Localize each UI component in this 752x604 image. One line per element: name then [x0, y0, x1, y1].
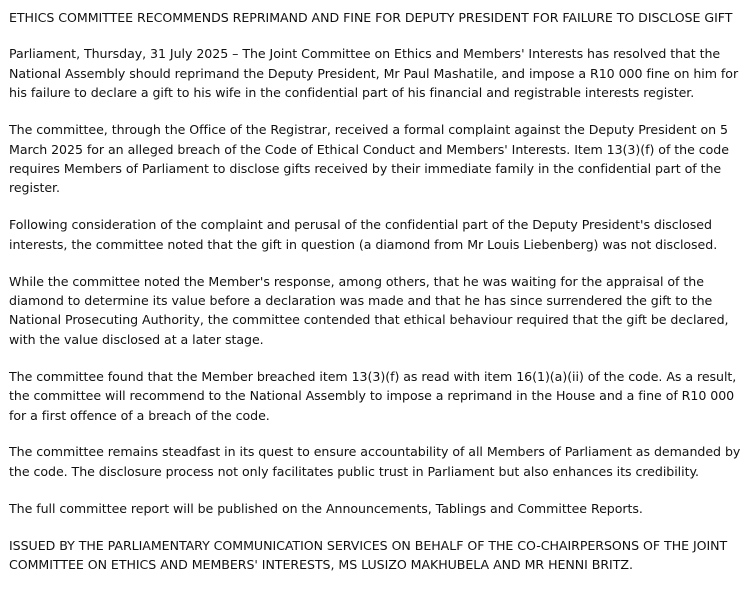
paragraph-report: The full committee report will be published on the Announcements, Tablings and Committee Reports. — [9, 500, 643, 516]
paragraph-finding: The committee found that the Member breached item 13(3)(f) as read with item 16(1)(a)(ii) of the code. As a result, the committee will recommend to the National Assembly to impose a reprimand in the House and a fine of R10 000 for a first offence of a breach of the code. — [9, 368, 737, 423]
paragraph-intro: Parliament, Thursday, 31 July 2025 – The Joint Committee on Ethics and Members' Interests has resolved that the National Assembly should reprimand the Deputy President, Mr Paul Mashatile, and impose a R10 000 fine on him for his failure to declare a gift to his wife in the confidential part of his financial and registrable interests register. — [9, 46, 739, 101]
paragraph-accountability: The committee remains steadfast in its quest to ensure accountability of all Members of Parliament as demanded by the code. The disclosure process not only facilitates public trust in Parliament but also enhances its credibility. — [9, 444, 741, 479]
press-release-title: ETHICS COMMITTEE RECOMMENDS REPRIMAND AND FINE FOR DEPUTY PRESIDENT FOR FAILURE TO DISCLOSE GIFT — [9, 10, 733, 25]
issued-by-statement: ISSUED BY THE PARLIAMENTARY COMMUNICATION SERVICES ON BEHALF OF THE CO-CHAIRPERSONS OF THE JOINT COMMITTEE ON ETHICS AND MEMBERS' INTERESTS, MS LUSIZO MAKHUBELA AND MR HENNI BRITZ. — [9, 537, 728, 573]
paragraph-consideration: Following consideration of the complaint and perusal of the confidential part of the Deputy President's disclosed interests, the committee noted that the gift in question (a diamond from Mr Louis Liebenberg) was not disclosed. — [9, 217, 718, 252]
paragraph-complaint: The committee, through the Office of the Registrar, received a formal complaint against the Deputy President on 5 March 2025 for an alleged breach of the Code of Ethical Conduct and Members' Interests. Item 13(3)(f) of the code requires Members of Parliament to disclose gifts received by their immediate family in the confidential part of the register. — [9, 122, 729, 196]
paragraph-member-response: While the committee noted the Member's response, among others, that he was waiting for the appraisal of the diamond to determine its value before a declaration was made and that he has since surrendered the gift to the National Prosecuting Authority, the committee contended that ethical behaviour required that the gift be declared, with the value disclosed at a later stage. — [9, 273, 729, 347]
